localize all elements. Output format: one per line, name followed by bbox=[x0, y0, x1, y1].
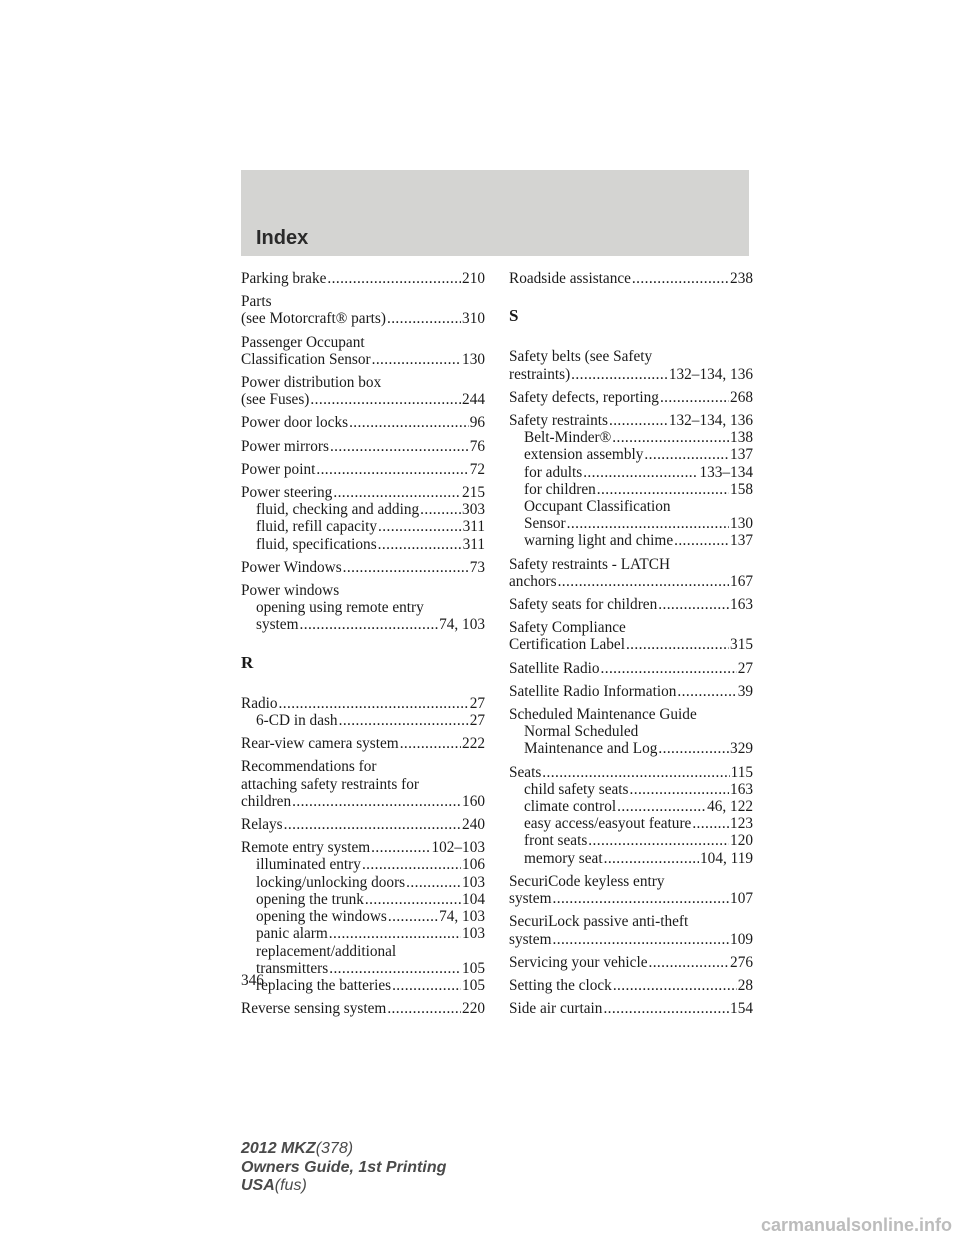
page-reference: 315 bbox=[730, 636, 753, 654]
index-entry-line bbox=[241, 839, 485, 856]
dot-leader bbox=[343, 559, 469, 576]
index-subentry-line bbox=[509, 481, 753, 498]
entry-text: Safety belts (see Safety bbox=[509, 348, 653, 366]
index-entry bbox=[509, 389, 753, 406]
index-entry bbox=[241, 735, 485, 752]
index-subentry-line bbox=[509, 723, 753, 740]
index-subentry-line bbox=[241, 960, 485, 977]
index-entry-line bbox=[509, 954, 753, 971]
page-reference: 103 bbox=[462, 873, 485, 891]
index-entry-line bbox=[509, 931, 753, 948]
entry-text: Safety restraints bbox=[509, 412, 608, 430]
entry-text: (see Motorcraft® parts) bbox=[241, 310, 386, 328]
index-entry-line bbox=[241, 582, 485, 599]
index-subentry-line bbox=[509, 446, 753, 463]
page-reference: 310 bbox=[462, 310, 485, 328]
dot-leader bbox=[371, 839, 430, 856]
dot-leader bbox=[349, 414, 469, 431]
index-entry-line bbox=[241, 776, 485, 793]
dot-leader bbox=[400, 735, 461, 752]
index-subentry-line bbox=[509, 781, 753, 798]
entry-text: Sensor bbox=[524, 515, 566, 533]
entry-text: opening using remote entry bbox=[256, 599, 424, 617]
dot-leader bbox=[567, 515, 729, 532]
entry-text: restraints) bbox=[509, 365, 571, 383]
page-reference: 303 bbox=[462, 501, 485, 519]
entry-text: locking/unlocking doors bbox=[256, 873, 406, 891]
entry-text: Recommendations for bbox=[241, 758, 377, 776]
page-number: 346 bbox=[241, 972, 264, 989]
entry-text: Power mirrors bbox=[241, 437, 329, 455]
dot-leader bbox=[644, 446, 729, 463]
entry-text: Scheduled Maintenance Guide bbox=[509, 706, 697, 724]
index-header-band bbox=[241, 170, 749, 256]
index-entry-line bbox=[509, 348, 753, 365]
entry-text: replacing the batteries bbox=[256, 976, 392, 994]
dot-leader bbox=[339, 712, 469, 729]
dot-leader bbox=[284, 816, 461, 833]
dot-leader bbox=[553, 890, 730, 907]
index-subentry-line bbox=[509, 832, 753, 849]
dot-leader bbox=[362, 856, 461, 873]
entry-text: Reverse sensing system bbox=[241, 1000, 387, 1018]
page-reference: 215 bbox=[462, 484, 485, 502]
index-entry-line bbox=[509, 556, 753, 573]
entry-text: Maintenance and Log bbox=[524, 740, 658, 758]
entry-text: Normal Scheduled bbox=[524, 723, 639, 741]
index-entry-line bbox=[509, 596, 753, 613]
entry-text: fluid, specifications bbox=[256, 535, 377, 553]
index-entry-line bbox=[241, 374, 485, 391]
index-entry-line bbox=[509, 366, 753, 383]
index-entry-line bbox=[509, 389, 753, 406]
entry-text: for children bbox=[524, 480, 596, 498]
entry-text: Roadside assistance bbox=[509, 270, 631, 287]
footer-line-guide bbox=[241, 1159, 446, 1178]
dot-leader bbox=[583, 464, 698, 481]
index-subentry-line bbox=[509, 515, 753, 532]
index-entry bbox=[509, 764, 753, 867]
page-reference: 220 bbox=[462, 1000, 485, 1018]
dot-leader bbox=[372, 351, 461, 368]
index-subentry-line bbox=[509, 850, 753, 867]
entry-text: Side air curtain bbox=[509, 1000, 603, 1018]
dot-leader bbox=[327, 270, 461, 287]
page-reference: 132–134, 136 bbox=[668, 412, 753, 430]
dot-leader bbox=[292, 793, 461, 810]
index-subentry-line bbox=[241, 616, 485, 633]
dot-leader bbox=[571, 366, 668, 383]
dot-leader bbox=[626, 636, 729, 653]
dot-leader bbox=[420, 501, 461, 518]
page-reference: 130 bbox=[462, 350, 485, 368]
index-entry bbox=[509, 270, 753, 287]
entry-text: attaching safety restraints for bbox=[241, 775, 419, 793]
page-reference: 39 bbox=[737, 682, 753, 700]
dot-leader bbox=[392, 977, 461, 994]
index-subentry-line bbox=[241, 518, 485, 535]
page-reference: 105 bbox=[462, 959, 485, 977]
entry-text: child safety seats bbox=[524, 780, 629, 798]
page-reference: 132–134, 136 bbox=[668, 365, 753, 383]
entry-text: Safety defects, reporting bbox=[509, 388, 659, 406]
page-reference: 158 bbox=[730, 480, 753, 498]
index-subentry-line bbox=[241, 501, 485, 518]
index-entry bbox=[241, 414, 485, 431]
dot-leader bbox=[329, 960, 461, 977]
entry-text: opening the trunk bbox=[256, 890, 364, 908]
entry-text: 6-CD in dash bbox=[256, 712, 338, 730]
page-reference: 210 bbox=[462, 270, 485, 287]
footer-model-code: (378) bbox=[315, 1140, 354, 1157]
index-entry bbox=[241, 484, 485, 553]
index-entry bbox=[509, 1000, 753, 1017]
index-entry bbox=[241, 559, 485, 576]
index-subentry-line bbox=[509, 429, 753, 446]
dot-leader bbox=[279, 695, 469, 712]
entry-text: fluid, checking and adding bbox=[256, 501, 420, 519]
page-reference: 120 bbox=[730, 832, 753, 850]
index-subentry-line bbox=[241, 943, 485, 960]
index-entry bbox=[241, 461, 485, 478]
dot-leader bbox=[316, 461, 468, 478]
dot-leader bbox=[310, 391, 461, 408]
index-subentry-line bbox=[509, 740, 753, 757]
page-reference: 160 bbox=[462, 792, 485, 810]
entry-text: Parts bbox=[241, 293, 272, 311]
page-reference: 163 bbox=[730, 596, 753, 614]
index-entry-line bbox=[509, 873, 753, 890]
section-letter: S bbox=[509, 306, 519, 326]
index-entry-line bbox=[241, 351, 485, 368]
index-entry-line bbox=[509, 573, 753, 590]
index-entry-line bbox=[509, 913, 753, 930]
entry-text: Power door locks bbox=[241, 414, 349, 432]
page-reference: 74, 103 bbox=[439, 908, 485, 926]
watermark-text: carmanualsonline.info bbox=[760, 1215, 952, 1235]
dot-leader bbox=[632, 270, 729, 287]
index-entry bbox=[509, 556, 753, 590]
index-entry-line bbox=[241, 461, 485, 478]
entry-text: panic alarm bbox=[256, 925, 328, 943]
index-subentry-line bbox=[241, 536, 485, 553]
index-subentry-line bbox=[241, 856, 485, 873]
entry-text: Belt-Minder® bbox=[524, 429, 612, 447]
dot-leader bbox=[601, 660, 737, 677]
index-entry bbox=[509, 706, 753, 758]
index-entry-line bbox=[241, 695, 485, 712]
index-entry bbox=[509, 348, 753, 382]
page-reference: 105 bbox=[462, 976, 485, 994]
entry-text: Power steering bbox=[241, 484, 333, 502]
index-subentry-line bbox=[241, 925, 485, 942]
index-entry-line bbox=[241, 334, 485, 351]
entry-text: Parking brake bbox=[241, 270, 327, 287]
entry-text: SecuriLock passive anti-theft bbox=[509, 913, 689, 931]
dot-leader bbox=[333, 484, 461, 501]
index-entry bbox=[509, 683, 753, 700]
index-subentry-line bbox=[509, 498, 753, 515]
dot-leader bbox=[406, 874, 461, 891]
index-entry-line bbox=[509, 977, 753, 994]
index-entry bbox=[241, 816, 485, 833]
index-entry-line bbox=[509, 660, 753, 677]
entry-text: warning light and chime bbox=[524, 532, 674, 550]
page-reference: 244 bbox=[462, 391, 485, 409]
page-reference: 130 bbox=[730, 515, 753, 533]
entry-text: Safety Compliance bbox=[509, 619, 626, 637]
entry-text: (see Fuses) bbox=[241, 391, 310, 409]
index-subentry-line bbox=[241, 977, 485, 994]
page-reference: 107 bbox=[730, 890, 753, 908]
index-subentry-line bbox=[509, 464, 753, 481]
index-entry-line bbox=[241, 758, 485, 775]
dot-leader bbox=[617, 798, 706, 815]
page-reference: 163 bbox=[730, 780, 753, 798]
entry-text: system bbox=[256, 616, 299, 634]
entry-text: Servicing your vehicle bbox=[509, 953, 648, 971]
entry-text: replacement/additional bbox=[256, 942, 397, 960]
dot-leader bbox=[542, 764, 729, 781]
footer-line-market bbox=[241, 1177, 446, 1196]
page-reference: 27 bbox=[737, 659, 753, 677]
page-reference: 106 bbox=[462, 856, 485, 874]
page-reference: 276 bbox=[730, 953, 753, 971]
dot-leader bbox=[613, 977, 737, 994]
index-entry bbox=[241, 839, 485, 994]
dot-leader bbox=[658, 596, 729, 613]
index-subentry-line bbox=[241, 712, 485, 729]
footer-line-model bbox=[241, 1140, 446, 1159]
dot-leader bbox=[604, 850, 699, 867]
index-entry bbox=[509, 660, 753, 677]
page-reference: 133–134 bbox=[699, 463, 753, 481]
entry-text: Relays bbox=[241, 816, 283, 834]
index-entry-line bbox=[241, 816, 485, 833]
index-entry-line bbox=[509, 706, 753, 723]
index-entry-line bbox=[241, 559, 485, 576]
index-subentry-line bbox=[241, 891, 485, 908]
entry-text: opening the windows bbox=[256, 908, 387, 926]
index-entry-line bbox=[509, 412, 753, 429]
page-reference: 72 bbox=[469, 460, 485, 478]
index-subentry-line bbox=[241, 908, 485, 925]
page-title: Index bbox=[256, 227, 309, 249]
dot-leader bbox=[558, 573, 729, 590]
index-subentry-line bbox=[241, 599, 485, 616]
entry-text: extension assembly bbox=[524, 446, 644, 464]
entry-text: Power point bbox=[241, 460, 316, 478]
entry-text: memory seat bbox=[524, 849, 603, 867]
page-reference: 74, 103 bbox=[439, 616, 485, 634]
page-reference: 329 bbox=[730, 740, 753, 758]
entry-text: system bbox=[509, 930, 552, 948]
index-entry bbox=[241, 695, 485, 729]
page-reference: 138 bbox=[730, 429, 753, 447]
page-reference: 102–103 bbox=[431, 839, 485, 857]
entry-text: for adults bbox=[524, 463, 583, 481]
section-letter: R bbox=[241, 652, 254, 672]
page-reference: 137 bbox=[730, 446, 753, 464]
entry-text: Power Windows bbox=[241, 558, 342, 576]
index-entry-line bbox=[509, 890, 753, 907]
page-reference: 76 bbox=[469, 437, 485, 455]
index-entry bbox=[509, 913, 753, 947]
page-reference: 27 bbox=[469, 694, 485, 712]
index-entry bbox=[509, 977, 753, 994]
page-reference: 96 bbox=[469, 414, 485, 432]
index-column-right bbox=[509, 270, 753, 1023]
dot-leader bbox=[597, 481, 729, 498]
dot-leader bbox=[660, 389, 729, 406]
index-entry-line bbox=[509, 1000, 753, 1017]
index-entry-line bbox=[241, 310, 485, 327]
index-entry bbox=[509, 619, 753, 653]
page-reference: 167 bbox=[730, 572, 753, 590]
index-entry bbox=[509, 954, 753, 971]
dot-leader bbox=[388, 908, 438, 925]
page-reference: 104 bbox=[462, 890, 485, 908]
page-reference: 28 bbox=[737, 976, 753, 994]
index-entry bbox=[241, 1000, 485, 1017]
page-reference: 311 bbox=[462, 518, 485, 536]
page-reference: 27 bbox=[469, 712, 485, 730]
print-footer bbox=[241, 1140, 446, 1196]
index-entry bbox=[241, 758, 485, 810]
index-entry bbox=[241, 582, 485, 634]
dot-leader bbox=[330, 438, 469, 455]
entry-text: fluid, refill capacity bbox=[256, 518, 378, 536]
page-reference: 123 bbox=[730, 815, 753, 833]
index-column-left bbox=[241, 270, 485, 1023]
entry-text: Radio bbox=[241, 694, 278, 712]
index-entry-line bbox=[241, 414, 485, 431]
entry-text: children bbox=[241, 792, 292, 810]
entry-text: Power windows bbox=[241, 582, 340, 600]
dot-leader bbox=[588, 832, 729, 849]
index-entry bbox=[241, 293, 485, 327]
dot-leader bbox=[609, 412, 668, 429]
entry-text: system bbox=[509, 890, 552, 908]
page-reference: 73 bbox=[469, 558, 485, 576]
index-subentry-line bbox=[509, 815, 753, 832]
dot-leader bbox=[365, 891, 461, 908]
footer-market-code: (fus) bbox=[274, 1177, 307, 1194]
index-entry-line bbox=[241, 270, 485, 287]
index-entry bbox=[241, 438, 485, 455]
dot-leader bbox=[612, 429, 729, 446]
entry-text: Setting the clock bbox=[509, 976, 612, 994]
index-entry-line bbox=[241, 1000, 485, 1017]
entry-text: SecuriCode keyless entry bbox=[509, 872, 665, 890]
index-entry-line bbox=[241, 793, 485, 810]
dot-leader bbox=[674, 532, 729, 549]
footer-market: USA bbox=[241, 1177, 275, 1194]
entry-text: Certification Label bbox=[509, 636, 625, 654]
entry-text: Passenger Occupant bbox=[241, 333, 365, 351]
page-reference: 109 bbox=[730, 930, 753, 948]
index-entry-line bbox=[241, 293, 485, 310]
index-entry-line bbox=[241, 438, 485, 455]
index-entry-line bbox=[509, 636, 753, 653]
dot-leader bbox=[692, 815, 729, 832]
entry-text: Occupant Classification bbox=[524, 498, 671, 516]
index-subentry-line bbox=[509, 798, 753, 815]
dot-leader bbox=[630, 781, 730, 798]
entry-text: Rear-view camera system bbox=[241, 735, 399, 753]
page-reference: 238 bbox=[730, 270, 753, 287]
entry-text: Power distribution box bbox=[241, 374, 382, 392]
index-entry-line bbox=[509, 270, 753, 287]
index-entry bbox=[241, 374, 485, 408]
entry-text: Satellite Radio Information bbox=[509, 682, 677, 700]
dot-leader bbox=[378, 518, 462, 535]
dot-leader bbox=[603, 1000, 729, 1017]
page-reference: 46, 122 bbox=[707, 798, 753, 816]
index-entry-line bbox=[241, 735, 485, 752]
index-entry-line bbox=[509, 683, 753, 700]
index-entry-line bbox=[241, 484, 485, 501]
footer-guide: Owners Guide, 1st Printing bbox=[241, 1158, 447, 1176]
entry-text: Safety restraints - LATCH bbox=[509, 555, 671, 573]
entry-text: illuminated entry bbox=[256, 856, 361, 874]
page-reference: 154 bbox=[730, 1000, 753, 1018]
index-entry-line bbox=[509, 764, 753, 781]
entry-text: Seats bbox=[509, 763, 542, 781]
entry-text: Safety seats for children bbox=[509, 596, 658, 614]
index-entry bbox=[241, 334, 485, 368]
entry-text: climate control bbox=[524, 798, 617, 816]
index-entry bbox=[241, 270, 485, 287]
dot-leader bbox=[658, 740, 729, 757]
page-reference: 115 bbox=[730, 763, 753, 781]
entry-text: anchors bbox=[509, 572, 557, 590]
entry-text: Classification Sensor bbox=[241, 350, 371, 368]
page-reference: 311 bbox=[462, 535, 485, 553]
entry-text: easy access/easyout feature bbox=[524, 815, 692, 833]
page-reference: 240 bbox=[462, 816, 485, 834]
dot-leader bbox=[553, 931, 730, 948]
page-reference: 104, 119 bbox=[700, 849, 753, 867]
index-entry bbox=[509, 596, 753, 613]
page-reference: 222 bbox=[462, 735, 485, 753]
entry-text: front seats bbox=[524, 832, 588, 850]
dot-leader bbox=[387, 1000, 461, 1017]
dot-leader bbox=[677, 683, 736, 700]
dot-leader bbox=[378, 536, 462, 553]
footer-model: 2012 MKZ bbox=[241, 1140, 316, 1157]
index-entry bbox=[509, 873, 753, 907]
index-entry-line bbox=[241, 391, 485, 408]
index-subentry-line bbox=[241, 874, 485, 891]
page-reference: 268 bbox=[730, 388, 753, 406]
dot-leader bbox=[329, 925, 461, 942]
index-subentry-line bbox=[509, 532, 753, 549]
dot-leader bbox=[387, 310, 461, 327]
entry-text: transmitters bbox=[256, 959, 329, 977]
dot-leader bbox=[648, 954, 729, 971]
index-entry bbox=[509, 412, 753, 550]
entry-text: Remote entry system bbox=[241, 839, 371, 857]
page-reference: 103 bbox=[462, 925, 485, 943]
page-reference: 137 bbox=[730, 532, 753, 550]
index-entry-line bbox=[509, 619, 753, 636]
dot-leader bbox=[300, 616, 439, 633]
entry-text: Satellite Radio bbox=[509, 659, 600, 677]
